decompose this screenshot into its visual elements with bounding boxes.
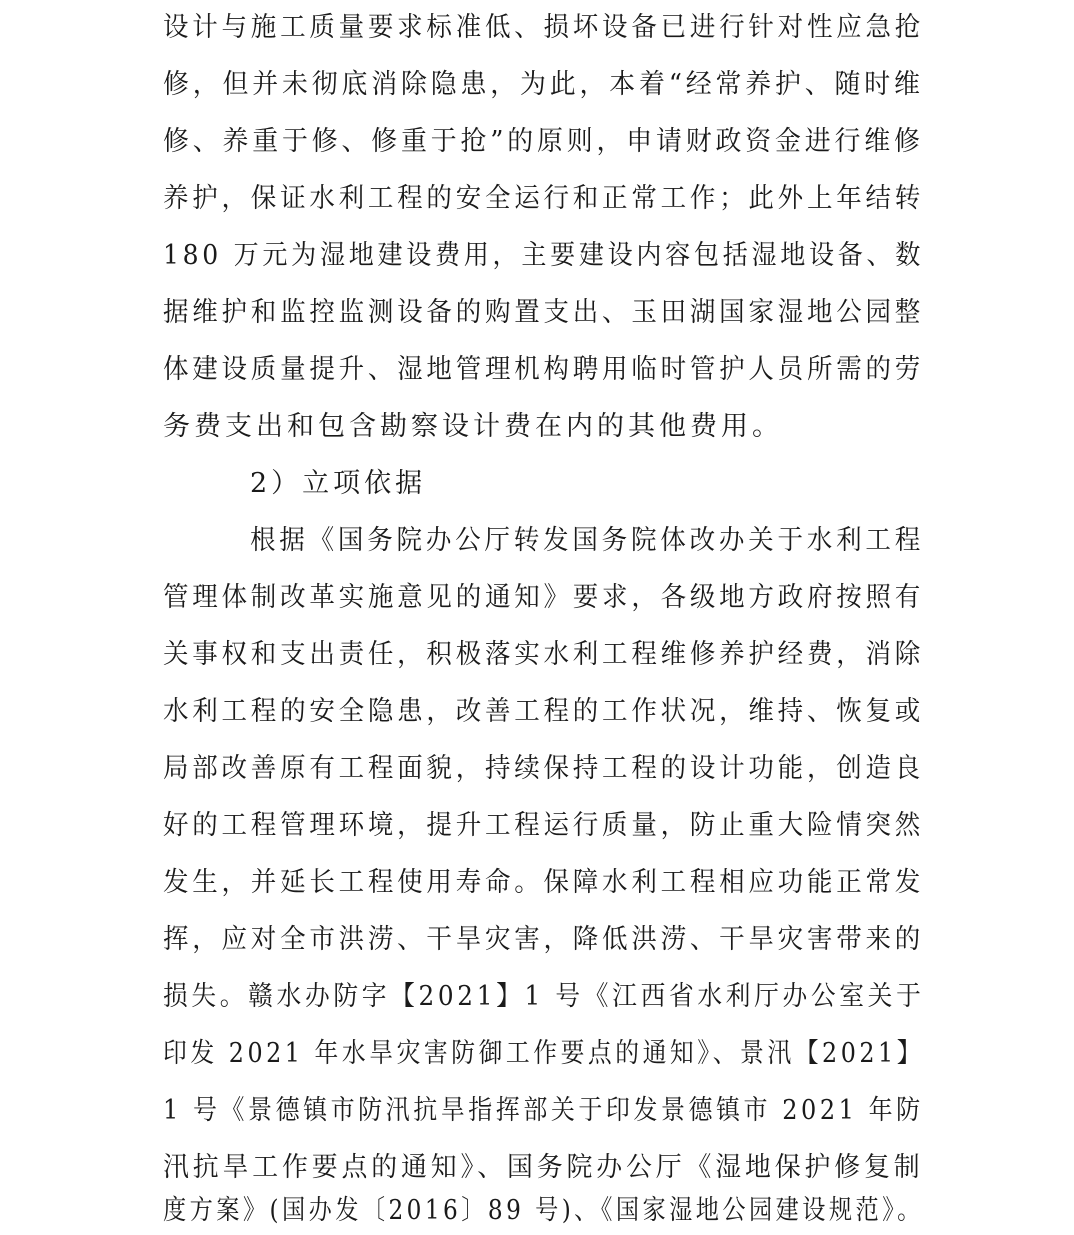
paragraph-line: 修、养重于修、修重于抢”的原则，申请财政资金进行维修 <box>163 126 924 157</box>
paragraph-line: 修，但并未彻底消除隐患，为此，本着“经常养护、随时维 <box>163 69 924 100</box>
paragraph-line: 损失。赣水办防字【2021】1 号《江西省水利厅办公室关于 <box>163 981 925 1012</box>
paragraph-line: 180 万元为湿地建设费用，主要建设内容包括湿地设备、数 <box>163 240 925 271</box>
paragraph-line: 体建设质量提升、湿地管理机构聘用临时管护人员所需的劳 <box>163 354 925 385</box>
paragraph-line: 好的工程管理环境，提升工程运行质量，防止重大险情突然 <box>163 810 925 841</box>
paragraph-line: 管理体制改革实施意见的通知》要求，各级地方政府按照有 <box>163 582 925 613</box>
paragraph-line: 发生，并延长工程使用寿命。保障水利工程相应功能正常发 <box>163 867 925 898</box>
section-heading: 2）立项依据 <box>250 468 427 499</box>
paragraph-line: 局部改善原有工程面貌，持续保持工程的设计功能，创造良 <box>163 753 925 784</box>
paragraph-line: 务费支出和包含勘察设计费在内的其他费用。 <box>163 411 783 442</box>
paragraph-line: 根据《国务院办公厅转发国务院体改办关于水利工程 <box>250 525 924 556</box>
paragraph-line: 度方案》(国办发〔2016〕89 号)、《国家湿地公园建设规范》。 <box>163 1195 924 1226</box>
paragraph-line: 据维护和监控监测设备的购置支出、玉田湖国家湿地公园整 <box>163 297 925 328</box>
paragraph-line: 关事权和支出责任，积极落实水利工程维修养护经费，消除 <box>163 639 925 670</box>
paragraph-line: 汛抗旱工作要点的通知》、国务院办公厅《湿地保护修复制 <box>163 1152 924 1183</box>
paragraph-line: 养护，保证水利工程的安全运行和正常工作；此外上年结转 <box>163 183 925 214</box>
paragraph-line: 设计与施工质量要求标准低、损坏设备已进行针对性应急抢 <box>163 12 925 43</box>
paragraph-line: 印发 2021 年水旱灾害防御工作要点的通知》、景汛【2021】 <box>163 1038 925 1069</box>
paragraph-line: 挥，应对全市洪涝、干旱灾害，降低洪涝、干旱灾害带来的 <box>163 924 925 955</box>
paragraph-line: 水利工程的安全隐患，改善工程的工作状况，维持、恢复或 <box>163 696 925 727</box>
paragraph-line: 1 号《景德镇市防汛抗旱指挥部关于印发景德镇市 2021 年防 <box>163 1095 924 1126</box>
